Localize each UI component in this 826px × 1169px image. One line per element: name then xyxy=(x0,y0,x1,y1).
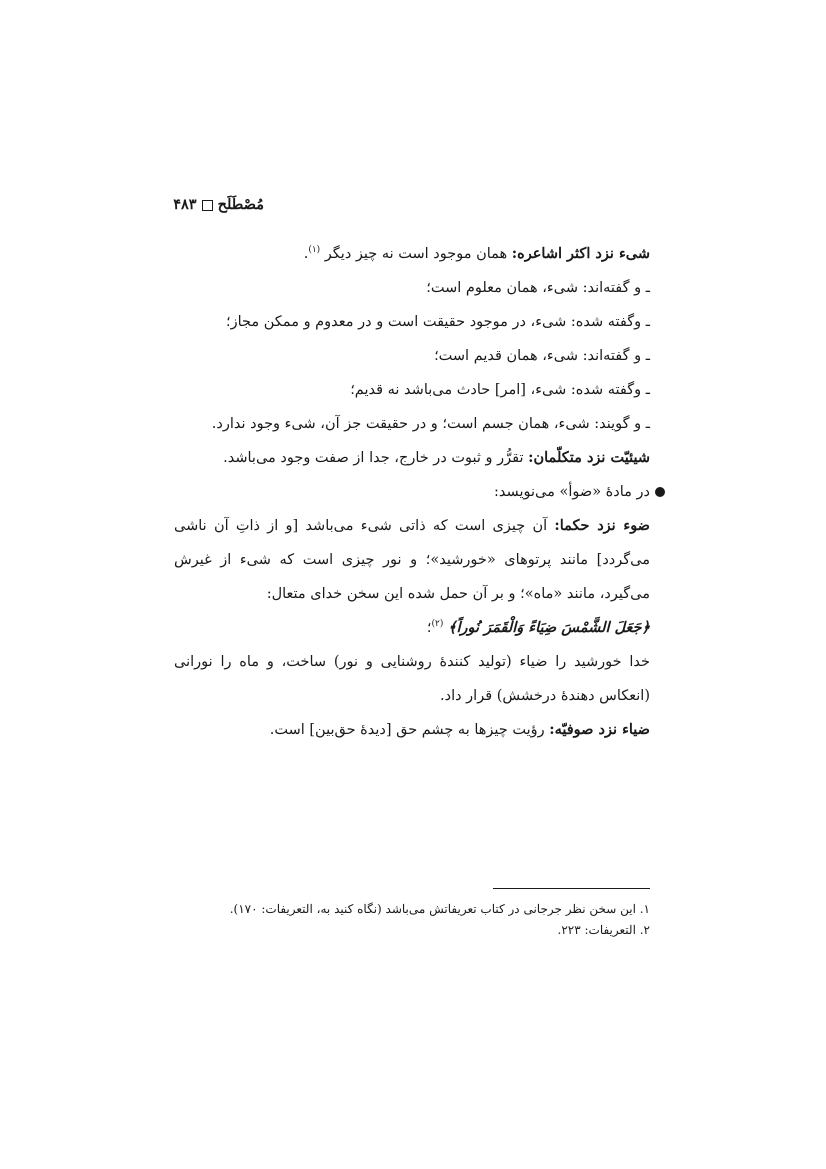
footnotes xyxy=(174,899,650,941)
term: ضوء نزد حکما: xyxy=(554,517,650,534)
paragraph: ـ و گفته‌اند: شیء، همان معلوم است؛ xyxy=(426,280,650,296)
bullet-intro: در مادهٔ «ضوأ» می‌نویسد: xyxy=(174,475,650,509)
quran-verse: ﴿جَعَلَ الشَّمْسَ ضِيَاءً وَالْقَمَرَ نُوراً﴾ $^{(۲)}$؛ xyxy=(426,619,650,636)
paragraph: ـ وگفته شده: شیء، [امر] حادث می‌باشد نه قدیم؛ xyxy=(350,382,650,398)
footnote-divider xyxy=(493,888,650,889)
bullet-icon xyxy=(655,487,665,497)
paragraph-ziya-sufiyya: ضیاء نزد صوفیّه: رؤیت چیزها به چشم حق [دیدهٔ حق‌بین] است. xyxy=(269,721,650,738)
footnote-ref-1: (۱) xyxy=(308,245,321,256)
paragraph: خدا خورشید را ضیاء (تولید کنندهٔ روشنایی و نور) ساخت، و ماه را نورانی (انعکاس دهندهٔ درخشش) قرار داد. xyxy=(174,654,650,704)
footnote-2: ۲. التعریفات: ۲۲۳. xyxy=(557,923,650,937)
term: شیئیّت نزد متکلّمان: xyxy=(528,449,650,466)
paragraph: ـ و گفته‌اند: شیء، همان قدیم است؛ xyxy=(434,348,650,364)
page-number: ۴۸۳ xyxy=(173,196,197,213)
paragraph: ـ و گویند: شیء، همان جسم است؛ و در حقیقت جز آن، شیء وجود ندارد. xyxy=(211,416,650,432)
term: ضیاء نزد صوفیّه: xyxy=(549,721,650,738)
term: شیء نزد اکثر اشاعره: xyxy=(511,245,650,262)
main-text xyxy=(174,237,650,747)
square-icon xyxy=(202,200,213,211)
paragraph: ـ وگفته شده: شیء، در موجود حقیقت است و در معدوم و ممکن مجاز؛ xyxy=(226,314,650,330)
paragraph-zaw-hukama: ضوء نزد حکما: آن چیزی است که ذاتی شیء می‌باشد [و از ذاتِ آن ناشی می‌گردد] مانند پرتوهای «خورشید»؛ و نور چیزی است که شیء از غیرش می‌گیرد، مانند «ماه»؛ و بر آن حمل شده این سخن خدای متعال: xyxy=(174,517,650,602)
paragraph-shayiyyat: شیئیّت نزد متکلّمان: تقرُّر و ثبوت در خارج، جدا از صفت وجود می‌باشد. xyxy=(223,449,650,466)
header-title: مُصْطَلَح xyxy=(217,196,264,213)
footnote-ref-2: (۲) xyxy=(431,619,444,630)
footnote-1: ۱. این سخن نظر جرجانی در کتاب تعریفاتش می‌باشد (نگاه کنید به، التعریفات: ۱۷۰). xyxy=(229,902,650,916)
running-header xyxy=(174,196,264,213)
paragraph-shay-ashaira: شیء نزد اکثر اشاعره: همان موجود است نه چیز دیگر $^{(۱)}$. xyxy=(303,245,650,262)
